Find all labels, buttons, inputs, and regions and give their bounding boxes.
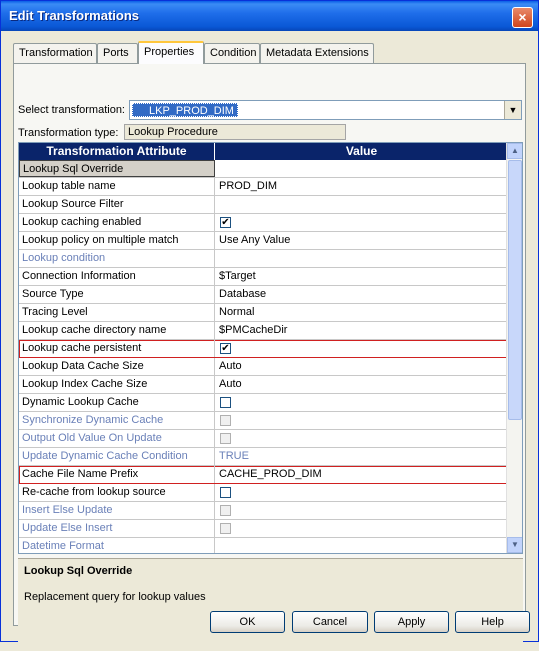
- table-row[interactable]: [19, 286, 507, 304]
- attribute-cell: Insert Else Update: [19, 502, 215, 519]
- value-cell: [216, 538, 507, 554]
- scroll-thumb[interactable]: [508, 160, 522, 420]
- table-row[interactable]: [19, 322, 507, 340]
- table-row[interactable]: [19, 178, 507, 196]
- attribute-cell: Update Else Insert: [19, 520, 215, 537]
- attribute-cell: Lookup caching enabled: [19, 214, 215, 231]
- table-row[interactable]: [19, 538, 507, 554]
- apply-button[interactable]: Apply: [374, 611, 449, 633]
- tab-metadata-extensions[interactable]: Metadata Extensions: [260, 43, 374, 63]
- table-row[interactable]: [19, 214, 507, 232]
- tab-ports[interactable]: Ports: [97, 43, 138, 63]
- table-row[interactable]: [19, 250, 507, 268]
- description-pane: [18, 558, 523, 651]
- checkbox[interactable]: [220, 397, 231, 408]
- value-checkbox-cell: [216, 520, 507, 537]
- attribute-cell: Lookup Source Filter: [19, 196, 215, 213]
- value-cell[interactable]: [216, 160, 507, 177]
- attribute-cell: Lookup policy on multiple match: [19, 232, 215, 249]
- checkbox[interactable]: [220, 487, 231, 498]
- table-row[interactable]: [19, 484, 507, 502]
- value-cell: TRUE: [219, 450, 249, 462]
- value-cell[interactable]: $PMCacheDir: [219, 324, 288, 336]
- value-checkbox-cell: [216, 502, 507, 519]
- value-checkbox-cell: [216, 430, 507, 447]
- selected-transformation: LKP_PROD_DIM: [132, 103, 238, 117]
- table-row[interactable]: [19, 448, 507, 466]
- attribute-cell: Datetime Format: [19, 538, 215, 554]
- value-cell[interactable]: Normal: [219, 306, 255, 318]
- table-row[interactable]: [19, 340, 507, 358]
- table-row[interactable]: [19, 232, 507, 250]
- value-checkbox-cell[interactable]: [216, 394, 507, 411]
- close-icon: ×: [518, 9, 527, 25]
- window-title: Edit Transformations: [9, 8, 140, 23]
- transformation-type-field: Lookup Procedure: [124, 124, 346, 140]
- attribute-cell: Tracing Level: [19, 304, 215, 321]
- table-row[interactable]: [19, 268, 507, 286]
- attribute-cell: Update Dynamic Cache Condition: [19, 448, 215, 465]
- value-cell[interactable]: $Target: [219, 270, 256, 282]
- grid-rows: [19, 160, 507, 554]
- attribute-cell: Source Type: [19, 286, 215, 303]
- attribute-cell: Lookup cache directory name: [19, 322, 215, 339]
- value-cell[interactable]: Auto: [219, 360, 242, 372]
- scroll-up-icon[interactable]: ▲: [507, 143, 523, 159]
- value-checkbox-cell[interactable]: [216, 340, 507, 357]
- attribute-cell: Lookup Sql Override: [19, 160, 215, 177]
- properties-panel: [13, 63, 526, 626]
- value-cell[interactable]: CACHE_PROD_DIM: [219, 468, 322, 480]
- value-checkbox-cell[interactable]: [216, 484, 507, 501]
- checkbox: [220, 505, 231, 516]
- attribute-cell: Lookup condition: [19, 250, 215, 267]
- close-button[interactable]: [512, 7, 533, 28]
- table-row[interactable]: [19, 358, 507, 376]
- attribute-cell: Lookup Index Cache Size: [19, 376, 215, 393]
- table-row[interactable]: [19, 430, 507, 448]
- title-bar[interactable]: [1, 1, 538, 31]
- scroll-down-icon[interactable]: ▼: [507, 537, 523, 553]
- table-row[interactable]: [19, 502, 507, 520]
- attribute-cell: Connection Information: [19, 268, 215, 285]
- attribute-cell: Lookup cache persistent: [19, 340, 215, 357]
- select-transformation-label: Select transformation:: [18, 104, 125, 116]
- tab-properties[interactable]: Properties: [138, 41, 204, 64]
- chevron-down-icon[interactable]: ▼: [504, 101, 521, 119]
- table-row[interactable]: [19, 520, 507, 538]
- table-row[interactable]: [19, 394, 507, 412]
- grid-header: [19, 143, 507, 160]
- checkbox: [220, 433, 231, 444]
- description-text: Replacement query for lookup values: [24, 591, 206, 603]
- attribute-cell: Lookup Data Cache Size: [19, 358, 215, 375]
- properties-grid: [18, 142, 523, 554]
- transformation-type-label: Transformation type:: [18, 127, 119, 139]
- value-checkbox-cell[interactable]: [216, 214, 507, 231]
- value-cell: [216, 250, 507, 267]
- help-button[interactable]: Help: [455, 611, 530, 633]
- checkbox: [220, 415, 231, 426]
- table-row[interactable]: [19, 196, 507, 214]
- table-row[interactable]: [19, 466, 507, 484]
- attribute-cell: Synchronize Dynamic Cache: [19, 412, 215, 429]
- table-row[interactable]: [19, 376, 507, 394]
- checkbox-checked[interactable]: ✔: [221, 343, 230, 354]
- tab-transformation[interactable]: Transformation: [13, 43, 97, 63]
- attribute-cell: Re-cache from lookup source: [19, 484, 215, 501]
- value-cell[interactable]: PROD_DIM: [219, 180, 278, 192]
- ok-button[interactable]: OK: [210, 611, 285, 633]
- attribute-cell: Cache File Name Prefix: [19, 466, 215, 483]
- table-row[interactable]: [19, 160, 507, 178]
- value-cell[interactable]: [216, 196, 507, 213]
- value-checkbox-cell: [216, 412, 507, 429]
- column-header-attribute[interactable]: Transformation Attribute: [19, 143, 215, 160]
- checkbox: [220, 523, 231, 534]
- description-title: Lookup Sql Override: [24, 565, 133, 577]
- value-cell[interactable]: Database: [219, 288, 267, 300]
- checkbox-checked[interactable]: ✔: [221, 217, 230, 228]
- attribute-cell: Output Old Value On Update: [19, 430, 215, 447]
- dialog-client: [5, 31, 534, 638]
- attribute-cell: Dynamic Lookup Cache: [19, 394, 215, 411]
- table-row[interactable]: [19, 412, 507, 430]
- vertical-scrollbar[interactable]: [506, 143, 522, 553]
- cancel-button[interactable]: Cancel: [292, 611, 368, 633]
- select-transformation-dropdown[interactable]: [129, 100, 522, 120]
- value-cell[interactable]: Auto: [219, 378, 242, 390]
- tab-condition[interactable]: Condition: [204, 43, 260, 63]
- column-header-value[interactable]: Value: [345, 144, 378, 158]
- attribute-cell: Lookup table name: [19, 178, 215, 195]
- value-cell[interactable]: Use Any Value: [219, 234, 291, 246]
- table-row[interactable]: [19, 304, 507, 322]
